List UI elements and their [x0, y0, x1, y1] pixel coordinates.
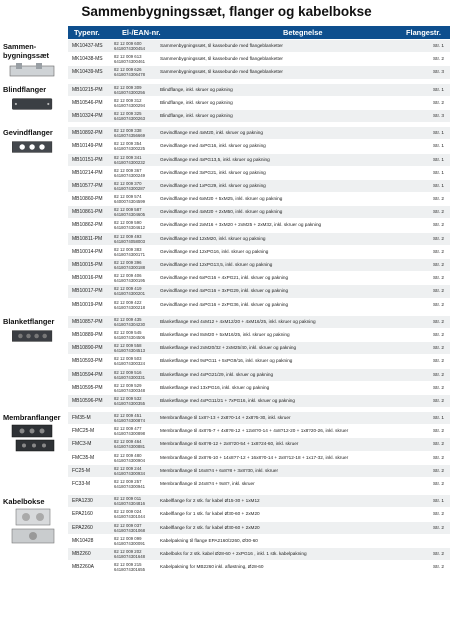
- description: Blindflange, inkl. skruer og pakning: [160, 99, 233, 105]
- flange-size: Str. 2: [433, 524, 444, 530]
- type-number: MB10017-PM: [72, 288, 103, 295]
- table-header: [68, 26, 450, 39]
- flange-size: Str. 1: [433, 130, 444, 136]
- type-number: MB2260: [72, 550, 91, 557]
- type-number: MB10889-PM: [72, 331, 103, 338]
- flange-size: Str. 2: [433, 288, 444, 294]
- table-row: [68, 316, 450, 328]
- type-number: MB10593-PM: [72, 358, 103, 365]
- el-ean-number: 82 12 009 529 6418074300348: [114, 382, 146, 393]
- table-row: [68, 206, 450, 218]
- flange-size: Str. 2: [433, 454, 444, 460]
- description: Kabelpakning for MB2260 inkl. afløstning, Ø28-60: [160, 564, 264, 570]
- col-el: El-/EAN-nr.: [122, 28, 161, 37]
- description: Blanketflange med 9xPG11 + 5xPG9/16, inkl. skruer og pakning: [160, 358, 293, 364]
- flange-size: Str. 2: [433, 209, 444, 215]
- flange-size: Str. 2: [433, 56, 444, 62]
- type-number: EPA2160: [72, 511, 93, 518]
- knockout-flange-picture: [6, 327, 60, 345]
- cable-box-picture: [6, 507, 60, 547]
- el-ean-number: 82 12 009 422 6418074300218: [114, 299, 146, 310]
- description: Blanketflange med 8xM20 + 5xM16/25, inkl. skruer og pakning: [160, 331, 290, 337]
- flange-size: Str. 2: [433, 345, 444, 351]
- el-ean-number: 82 12 009 574 6400074304599: [114, 194, 146, 205]
- table-row: [68, 285, 450, 297]
- table-row: [68, 127, 450, 139]
- table-row: [68, 219, 450, 231]
- el-ean-number: 82 12 009 370 6418074300287: [114, 180, 146, 191]
- flange-size: Str. 2: [433, 235, 444, 241]
- flange-size: Str. 1: [433, 415, 444, 421]
- table-row: [68, 40, 450, 52]
- flange-size: Str. 2: [433, 384, 444, 390]
- el-ean-number: 82 12 009 480 6418074300904: [114, 452, 146, 463]
- col-flange: Flangestr.: [406, 28, 441, 37]
- type-number: MB10324-PM: [72, 112, 103, 119]
- type-number: FM35-M: [72, 415, 91, 422]
- el-ean-number: 82 12 009 338 6418074356669: [114, 128, 146, 139]
- type-number: MB10892-PM: [72, 130, 103, 137]
- description: Kabelflange for 2 stk. for kabel Ø15-30 + 1xM12: [160, 498, 260, 504]
- description: Membranflange til 6x8?8-12 + 2x8?20-54 + 1x8?24-60, inkl. skruer: [160, 441, 299, 447]
- el-ean-number: 82 12 009 309 6418074300256: [114, 84, 146, 95]
- flange-size: Str. 1: [433, 169, 444, 175]
- flange-size: Str. 3: [433, 112, 444, 118]
- el-ean-number: 82 12 009 354 6418074300225: [114, 141, 146, 152]
- table-row: [68, 259, 450, 271]
- el-ean-number: 82 12 009 493 6418074058003: [114, 233, 146, 244]
- table-row: [68, 272, 450, 284]
- table-row: [68, 522, 450, 534]
- description: Kabelflange for 2 stk. for kabel Ø30-60 + 2xM20: [160, 524, 260, 530]
- description: Gevindflange med 4xPG13,5, inkl. skruer og pakning: [160, 156, 270, 162]
- table-row: [68, 84, 450, 96]
- type-number: FMC35-M: [72, 454, 95, 461]
- description: Membranflange til 4x8?5-7 + 4x8?8-12 + 12x8?0-14 + 4x8?12-20 + 1x8?20-26, inkl. skruer: [160, 428, 349, 434]
- type-number: FMC25-M: [72, 428, 95, 435]
- description: Kabelboks for 2 stk. kabel Ø28-60 + 2xPG16 , inkl. 1 stk. kabelpakning: [160, 550, 307, 556]
- el-ean-number: 82 12 009 558 6418074304513: [114, 343, 146, 354]
- el-ean-number: 82 12 009 545 6418074304506: [114, 329, 146, 340]
- type-number: MB10862-PM: [72, 222, 103, 229]
- el-ean-number: 82 12 009 587 6418074304605: [114, 207, 146, 218]
- type-number: MB10861-PM: [72, 209, 103, 216]
- table-row: [68, 110, 450, 122]
- type-number: MB10594-PM: [72, 371, 103, 378]
- el-ean-number: 82 12 009 516 6418074300331: [114, 369, 146, 380]
- el-ean-number: 82 12 009 257 6418074300941: [114, 479, 146, 489]
- description: Gevindflange med 1xPG29, inkl. skruer og pakning: [160, 182, 266, 188]
- type-number: FC25-M: [72, 467, 91, 474]
- description: Blindflange, inkl. skruer og pakning: [160, 112, 233, 118]
- table-row: [68, 412, 450, 424]
- flange-size: Str. 1: [433, 43, 444, 48]
- description: Gevindflange med 12xM20, inkl. skruer og pakning: [160, 235, 266, 241]
- table-row: [68, 246, 450, 258]
- el-ean-number: 82 12 009 396 6418074300188: [114, 260, 146, 270]
- table-row: [68, 382, 450, 394]
- flange-size: Str. 2: [433, 358, 444, 364]
- flange-size: Str. 1: [433, 156, 444, 162]
- category-label: Sammen- bygningssæt: [3, 42, 49, 60]
- type-number: FMC3-M: [72, 441, 92, 448]
- description: Membranflange til 2x8?6-10 + 14x8?7-12 + 16x8?0-14 + 2x8?12-18 + 1x17-32, inkl. skruer: [160, 454, 349, 460]
- table-row: [68, 140, 450, 152]
- table-row: [68, 395, 450, 407]
- flange-size: Str. 2: [433, 301, 444, 307]
- description: Gevindflange med 6xM20 + 5xM25, inkl. skruer og pakning: [160, 196, 283, 202]
- flange-size: Str. 1: [433, 86, 444, 92]
- type-number: MB10014-PM: [72, 248, 103, 255]
- thread-flange-picture: [6, 138, 60, 156]
- type-number: MB10860-PM: [72, 196, 103, 203]
- el-ean-number: 82 12 009 419 6418074300201: [114, 286, 146, 297]
- el-ean-number: 82 12 009 613 6418074300461: [114, 54, 146, 65]
- table-row: [68, 438, 450, 450]
- table-row: [68, 193, 450, 205]
- table-row: [68, 342, 450, 354]
- flange-size: Str. 1: [433, 498, 444, 504]
- flange-size: Str. 2: [433, 564, 444, 570]
- type-number: MB10595-PM: [72, 384, 103, 391]
- type-number: MB10214-PM: [72, 169, 103, 176]
- type-number: MK10439-MS: [72, 69, 103, 76]
- table-row: [68, 97, 450, 109]
- el-ean-number: 82 12 009 099 6418074300091: [114, 535, 146, 546]
- el-ean-number: 82 12 009 024 6418074301044: [114, 509, 146, 520]
- type-number: MB10151-PM: [72, 156, 103, 163]
- flange-size: Str. 2: [433, 248, 444, 254]
- description: Membranflange til 16x8?4 + 6x8?8 + 3x8?30, inkl. skruer: [160, 467, 279, 473]
- el-ean-number: 82 12 009 244 6418074300934: [114, 465, 146, 476]
- description: Membranflange til 1x8?-13 + 2x8?0-14 + 2x8?5-30, inkl. skruer: [160, 415, 291, 421]
- flange-size: Str. 3: [433, 69, 444, 75]
- description: Sammenbygningssæt, til kassebunde med flangeblanketter: [160, 56, 283, 62]
- flange-size: Str. 2: [433, 467, 444, 473]
- table-row: [68, 452, 450, 464]
- el-ean-number: 82 12 009 406 6418074300195: [114, 273, 146, 284]
- table-row: [68, 535, 450, 547]
- type-number: MB10577-PM: [72, 182, 103, 189]
- type-number: MB10811-PM: [72, 235, 103, 242]
- description: Sammenbygningssæt, til kassebunde med flangeblanketter: [160, 43, 283, 48]
- el-ean-number: 82 12 009 503 6418074300324: [114, 356, 146, 367]
- type-number: MB10215-PM: [72, 86, 103, 93]
- el-ean-number: 82 12 009 202 6418074301648: [114, 548, 146, 559]
- el-ean-number: 82 12 009 626 6418074306478: [114, 67, 146, 78]
- type-number: MB10016-PM: [72, 275, 103, 282]
- table-row: [68, 154, 450, 166]
- table-row: [68, 425, 450, 437]
- flange-size: Str. 1: [433, 182, 444, 188]
- type-number: MB10890-PM: [72, 345, 103, 352]
- type-number: EPA2260: [72, 524, 93, 531]
- table-row: [68, 561, 450, 573]
- description: Gevindflange med 4xM20 + 2xM50, inkl. skruer og pakning: [160, 209, 283, 215]
- el-ean-number: 82 12 009 590 6418074304612: [114, 220, 146, 231]
- table-row: [68, 495, 450, 507]
- description: Gevindflange med 12xPG13,5, inkl. skruer og pakning: [160, 262, 273, 267]
- flange-size: Str. 2: [433, 550, 444, 556]
- category-label: Membranflanger: [3, 413, 61, 423]
- table-row: [68, 53, 450, 65]
- el-ean-number: 82 12 009 532 6418074300355: [114, 395, 146, 406]
- type-number: MB2260A: [72, 564, 94, 571]
- table-row: [68, 465, 450, 477]
- flange-size: Str. 2: [433, 371, 444, 377]
- category-label: Gevindflanger: [3, 128, 53, 138]
- description: Gevindflange med 4xPG16 + 3xPG29, inkl. skruer og pakning: [160, 288, 289, 294]
- el-ean-number: 82 12 009 435 6418074304230: [114, 316, 146, 327]
- type-number: MB10015-PM: [72, 262, 103, 268]
- flange-size: Str. 2: [433, 262, 444, 267]
- description: Blanketflange med 4xPG11/21 + 7xPG16, inkl. skruer og pakning: [160, 397, 296, 403]
- table-row: [68, 66, 450, 78]
- category-label: Kabelbokse: [3, 496, 45, 506]
- description: Gevindflange med 6xPG16 + 4xPG21, inkl. skruer og pakning: [160, 275, 289, 281]
- description: Blanketflange med 13xPG16, inkl. skruer og pakning: [160, 384, 270, 390]
- flange-size: Str. 2: [433, 428, 444, 434]
- flange-size: Str. 2: [433, 99, 444, 105]
- description: Kabelpakning til flange EPA2160/2260, Ø30-60: [160, 537, 258, 543]
- el-ean-number: 82 12 009 367 6418074300249: [114, 167, 146, 178]
- description: Blanketflange med 4xM12 + 4xM12/20 + 4xM16/25, inkl. skruer og pakning: [160, 318, 316, 324]
- el-ean-number: 82 12 009 464 6418074300881: [114, 439, 146, 450]
- description: Blanketflange med 2xM20/32 + 2xM25/40, inkl. skruer og pakning: [160, 345, 297, 351]
- type-number: MB10546-PM: [72, 99, 103, 106]
- table-row: [68, 329, 450, 341]
- el-ean-number: 82 12 009 341 6418074300232: [114, 154, 146, 165]
- flange-size: Str. 2: [433, 331, 444, 337]
- description: Membranflange til 24x8?4 + 9x8?, inkl. skruer: [160, 481, 255, 486]
- table-row: [68, 299, 450, 311]
- table-row: [68, 508, 450, 520]
- el-ean-number: 82 12 009 477 6418074300898: [114, 426, 146, 437]
- description: Gevindflange med 4xM20, inkl. skruer og pakning: [160, 130, 263, 136]
- flange-size: Str. 2: [433, 511, 444, 517]
- blind-flange-picture: [6, 95, 60, 113]
- description: Gevindflange med 3xPG21, inkl. skruer og pakning: [160, 169, 266, 175]
- col-desc: Betegnelse: [283, 28, 323, 37]
- flange-size: Str. 2: [433, 441, 444, 447]
- category-label: Blanketflanger: [3, 317, 55, 326]
- flange-size: Str. 2: [433, 196, 444, 202]
- table-row: [68, 548, 450, 560]
- assembly-kit-picture: [6, 60, 60, 80]
- type-number: MB10149-PM: [72, 143, 103, 150]
- type-number: MK10438-MS: [72, 56, 103, 63]
- description: Blanketflange med 4xPG21/29, inkl. skruer og pakning: [160, 371, 274, 377]
- table-row: [68, 233, 450, 245]
- table-row: [68, 369, 450, 381]
- flange-size: Str. 2: [433, 318, 444, 324]
- membrane-flange-picture: [6, 423, 60, 453]
- table-row: [68, 355, 450, 367]
- el-ean-number: 82 12 009 383 6418074300171: [114, 246, 146, 257]
- type-number: MB10857-PM: [72, 318, 103, 325]
- flange-size: Str. 2: [433, 481, 444, 486]
- el-ean-number: 82 12 009 600 6418074300454: [114, 41, 146, 51]
- description: Gevindflange med 4xPG16, inkl. skruer og pakning: [160, 143, 266, 149]
- description: Sammenbygningssæt, til kassebunde med flangeblanketter: [160, 69, 283, 75]
- flange-size: Str. 2: [433, 275, 444, 281]
- product-table: [68, 40, 450, 578]
- el-ean-number: 82 12 009 325 6418074300263: [114, 110, 146, 121]
- el-ean-number: 82 12 009 037 6418074301068: [114, 522, 146, 533]
- type-number: MK10437-MS: [72, 43, 103, 49]
- category-label: Blindflanger: [3, 84, 47, 94]
- flange-size: Str. 2: [433, 397, 444, 403]
- table-row: [68, 167, 450, 179]
- description: Kabelflange for 1 stk. for kabel Ø30-60 + 2xM20: [160, 511, 260, 517]
- el-ean-number: 82 12 009 312 6418074300294: [114, 97, 146, 108]
- description: Blindflange, inkl. skruer og pakning: [160, 86, 233, 92]
- type-number: MK10428: [72, 537, 94, 544]
- description: Gevindflange med 4xPG16 + 2xPG36, inkl. skruer og pakning: [160, 301, 289, 307]
- description: Gevindflange med 2xM16 + 3xM20 + 2xM25 + 2xM32, inkl. skruer og pakning: [160, 222, 322, 228]
- type-number: MB10596-PM: [72, 397, 103, 404]
- el-ean-number: 82 12 009 451 6418074300874: [114, 413, 146, 424]
- type-number: MB10019-PM: [72, 301, 103, 308]
- el-ean-number: 82 12 009 215 6418074301655: [114, 562, 146, 573]
- table-row: [68, 180, 450, 192]
- col-type: Typenr.: [74, 28, 100, 37]
- type-number: EPA1230: [72, 498, 93, 505]
- flange-size: Str. 2: [433, 222, 444, 228]
- page-title: Sammenbygningssæt, flanger og kabelbokse: [81, 4, 372, 19]
- table-row: [68, 478, 450, 490]
- el-ean-number: 82 12 009 011 6418074304816: [114, 496, 146, 507]
- flange-size: Str. 1: [433, 143, 444, 149]
- description: Gevindflange med 12xPG16, inkl. skruer og pakning: [160, 248, 269, 254]
- type-number: FC33-M: [72, 481, 91, 487]
